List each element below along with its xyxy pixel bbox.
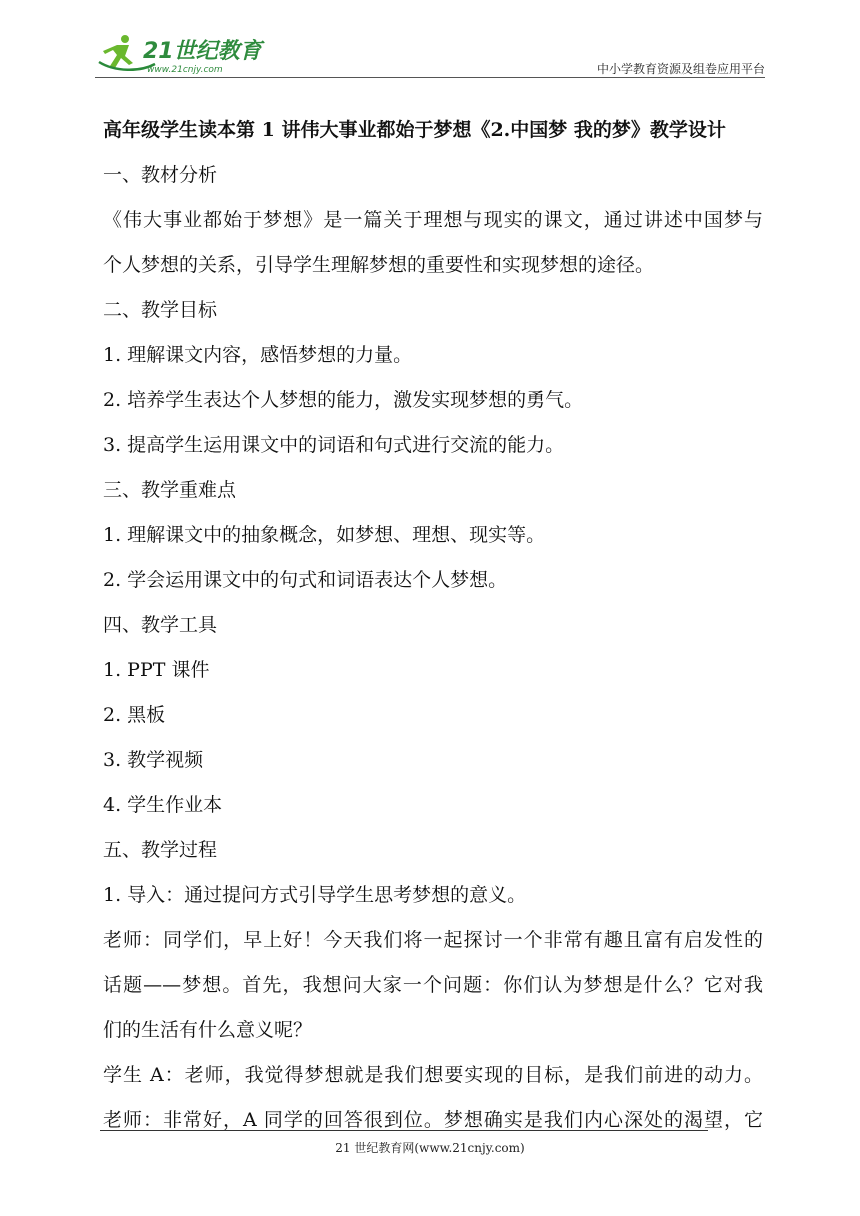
list-item: 3. 提高学生运用课文中的词语和句式进行交流的能力。 (103, 434, 565, 456)
paragraph-line: 学生 A：老师，我觉得梦想就是我们想要实现的目标，是我们前进的动力。 (103, 1064, 763, 1086)
page-header (95, 30, 765, 80)
list-item: 2. 学会运用课文中的句式和词语表达个人梦想。 (103, 569, 508, 591)
logo-21cnjy (95, 32, 265, 76)
platform-name: 中小学教育资源及组卷应用平台 (596, 62, 765, 76)
paragraph-line: 话题——梦想。首先，我想问大家一个问题：你们认为梦想是什么？它对我 (103, 974, 763, 996)
heading-5: 五、教学过程 (103, 839, 218, 861)
paragraph-line: 老师：非常好，A 同学的回答很到位。梦想确实是我们内心深处的渴望，它 (103, 1109, 763, 1131)
list-item: 2. 黑板 (103, 704, 166, 726)
heading-1: 一、教材分析 (103, 164, 218, 186)
document-title: 高年级学生读本第 1 讲伟大事业都始于梦想《2.中国梦 我的梦》教学设计 (103, 119, 726, 141)
heading-3: 三、教学重难点 (103, 479, 237, 501)
list-item: 1. 理解课文中的抽象概念，如梦想、理想、现实等。 (103, 524, 546, 546)
logo-url: www.21cnjy.com (147, 65, 223, 75)
list-item: 1. 导入：通过提问方式引导学生思考梦想的意义。 (103, 884, 527, 906)
paragraph-line: 们的生活有什么意义呢？ (103, 1019, 313, 1041)
list-item: 3. 教学视频 (103, 749, 204, 771)
list-item: 1. PPT 课件 (103, 659, 210, 681)
header-divider (95, 77, 765, 78)
page-footer: 21 世纪教育网(www.21cnjy.com) (335, 1141, 525, 1155)
logo-text: 21世纪教育 (143, 39, 262, 64)
heading-2: 二、教学目标 (103, 299, 218, 321)
list-item: 1. 理解课文内容，感悟梦想的力量。 (103, 344, 413, 366)
list-item: 2. 培养学生表达个人梦想的能力，激发实现梦想的勇气。 (103, 389, 584, 411)
heading-4: 四、教学工具 (103, 614, 218, 636)
paragraph-line: 个人梦想的关系，引导学生理解梦想的重要性和实现梦想的途径。 (103, 254, 655, 276)
paragraph-line: 《伟大事业都始于梦想》是一篇关于理想与现实的课文，通过讲述中国梦与 (103, 209, 763, 231)
footer-divider (100, 1130, 708, 1131)
paragraph-line: 老师：同学们，早上好！今天我们将一起探讨一个非常有趣且富有启发性的 (103, 929, 763, 951)
document-body (103, 108, 763, 1143)
list-item: 4. 学生作业本 (103, 794, 223, 816)
